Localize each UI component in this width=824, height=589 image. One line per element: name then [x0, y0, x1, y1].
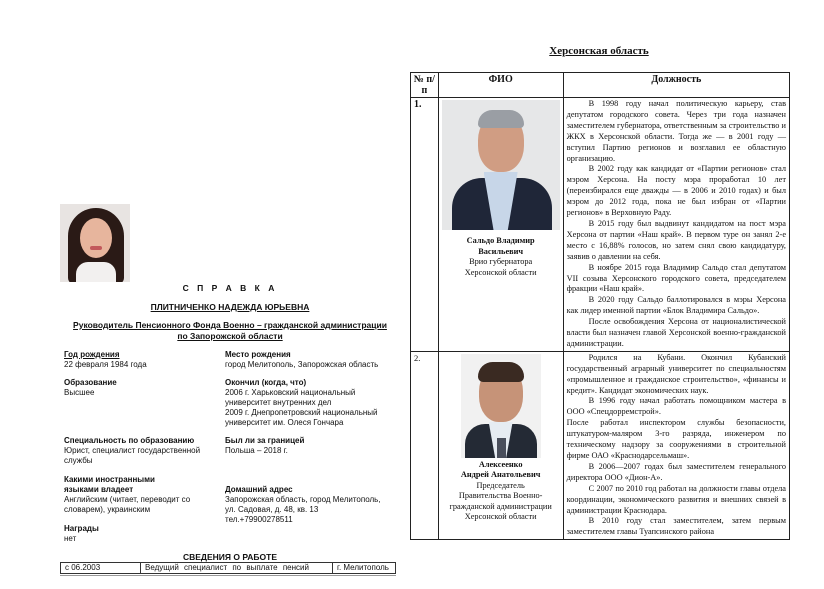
- field-label: языками владеет: [64, 485, 134, 494]
- work-position: Ведущий специалист по выплате пенсий: [141, 563, 333, 573]
- work-section-title: СВЕДЕНИЯ О РАБОТЕ: [182, 552, 277, 562]
- portrait-photo-woman: [60, 204, 130, 282]
- field-value: 2006 г. Харьковский национальный: [225, 388, 356, 397]
- awards-field: [64, 524, 99, 544]
- person-name: ПЛИТНИЧЕНКО НАДЕЖДА ЮРЬЕВНА: [150, 302, 310, 312]
- field-label: Год рождения: [64, 350, 120, 359]
- work-table-row: [60, 562, 396, 574]
- official-role: Херсонской области: [464, 267, 537, 277]
- field-value: университет внутренних дел: [225, 398, 332, 407]
- field-value: словарем), украинским: [64, 505, 151, 514]
- field-value: Польша – 2018 г.: [225, 446, 288, 455]
- official-name: Андрей Анатольевич: [460, 470, 541, 480]
- field-label: Был ли за границей: [225, 436, 305, 445]
- education-field: [64, 378, 117, 398]
- position-line: по Запорожской области: [177, 331, 283, 341]
- bio-paragraph: В 2002 году как кандидат от «Партии регионов» стал мэром Херсона. На посту мэра проработал 10 лет (переизбирался еще дважды — в 2006 и 2010 годах) и был мэром до 2012 года, пока не был избран от «Партии регионов» в Верховную Раду.: [566, 164, 786, 218]
- bio-paragraph: В ноябре 2015 года Владимир Сальдо стал депутатом VII созыва Херсонского городского совета, председателем фракции «Наш край».: [566, 262, 786, 294]
- field-value: Высшее: [64, 388, 95, 397]
- official-role: Председатель: [476, 480, 525, 490]
- header-num: № п/п: [411, 73, 439, 98]
- official-name: Сальдо Владимир: [466, 236, 535, 245]
- official-role: Херсонской области: [464, 512, 537, 522]
- birth-place-field: [225, 350, 378, 370]
- bio-paragraph: В 1996 году начал работать помощником мастера в ООО «Спецдорремстрой».: [566, 396, 786, 417]
- field-label: Какими иностранными: [64, 475, 155, 484]
- work-date: с 06.2003: [61, 563, 141, 573]
- field-value: Английским (читает, переводит со: [64, 495, 191, 504]
- bio-paragraph: В 2020 году Сальдо баллотировался в мэры Херсона как лидер именной партии «Блок Владимира Сальдо».: [566, 295, 786, 316]
- table-header-row: [411, 73, 790, 98]
- person-position: [60, 320, 400, 342]
- field-value: город Мелитополь, Запорожская область: [225, 360, 379, 369]
- official-name: Алексеенко: [478, 459, 523, 469]
- header-fio: ФИО: [438, 73, 563, 98]
- official-role: Правительства Военно-: [458, 491, 543, 501]
- officials-table: [410, 72, 790, 540]
- official-role: Врио губернатора: [469, 257, 533, 266]
- position-line: Руководитель Пенсионного Фонда Военно – гражданской администрации: [73, 320, 387, 330]
- fio-cell: [438, 351, 563, 539]
- table-row: [411, 351, 790, 539]
- bio-paragraph: В 2010 году стал заместителем, затем первым заместителем главы Туапсинского района: [566, 516, 786, 537]
- region-title: Херсонская область: [549, 45, 649, 57]
- abroad-field: [225, 436, 304, 456]
- document-title: С П Р А В К А: [182, 283, 278, 293]
- field-label: Окончил (когда, что): [225, 378, 307, 387]
- official-name: Васильевич: [478, 246, 524, 256]
- field-value: 2009 г. Днепропетровский национальный: [225, 408, 378, 417]
- field-value: Запорожская область, город Мелитополь,: [225, 495, 381, 504]
- specialty-field: [64, 436, 200, 466]
- bio-paragraph: В 2015 году был выдвинут кандидатом на пост мэра Херсона от партии «Наш край». В первом туре он занял 2-е место с 16,88% голосов, но затем снял свою кандидатуру, заявив о давлении на себя.: [566, 218, 786, 261]
- birth-year-field: [64, 350, 147, 370]
- portrait-photo-alekseenko: [461, 354, 541, 458]
- row-number: 1.: [411, 98, 439, 352]
- field-value: ул. Садовая, д. 48, кв. 13: [225, 505, 319, 514]
- row-number: 2.: [411, 351, 439, 539]
- biography-cell: [563, 98, 789, 352]
- field-value: нет: [64, 534, 77, 543]
- field-label: Образование: [64, 378, 117, 387]
- field-label: Специальность по образованию: [64, 436, 195, 445]
- address-field: [225, 485, 381, 525]
- field-label: Награды: [64, 524, 99, 533]
- field-value: тел.+79900278511: [225, 515, 293, 524]
- languages-field: [64, 475, 190, 515]
- bio-paragraph: После работал инспектором службы безопасности, штукатуром-маляром 3-го разряда, инженером по техническому надзору за сооружениями в строительной фирме ОАО «Краснодарсельмаш».: [566, 418, 786, 460]
- field-label: Домашний адрес: [225, 485, 293, 494]
- bio-paragraph: После освобождения Херсона от националистической власти был назначен главой Херсонской военно-гражданской администрации.: [566, 317, 786, 348]
- portrait-photo-saldo: [442, 100, 560, 230]
- bio-paragraph: С 2007 по 2010 год работал на должности главы отдела координации, экономического развития и внешних связей в администрации Краснодара.: [566, 483, 786, 515]
- field-value: службы: [64, 456, 93, 465]
- table-row: [411, 98, 790, 352]
- bio-paragraph: Родился на Кубани. Окончил Кубанский государственный аграрный университет по специальностям «промышленное и гражданское строительство», «финансы и кредит». Кандидат экономических наук.: [566, 352, 786, 395]
- field-value: университет им. Олеся Гончара: [225, 418, 344, 427]
- bio-paragraph: В 2006—2007 годах был заместителем генерального директора ООО «Дион-А».: [566, 461, 786, 482]
- graduated-field: [225, 378, 378, 428]
- table-divider: [60, 575, 396, 576]
- header-position: Должность: [563, 73, 789, 98]
- field-label: Место рождения: [225, 350, 291, 359]
- official-role: гражданской администрации: [449, 501, 552, 511]
- field-value: 22 февраля 1984 года: [64, 360, 147, 369]
- biography-cell: [563, 351, 789, 539]
- fio-cell: [438, 98, 563, 352]
- field-value: Юрист, специалист государственной: [64, 446, 201, 455]
- work-place: г. Мелитополь: [337, 563, 389, 572]
- bio-paragraph: В 1998 году начал политическую карьеру, став депутатом городского совета. Через три года назначен заместителем губернатора, ответственным за строительство и ЖКХ в Херсонской области. Тогда же — в 2001 году —вступил Партию регионов и возглавил ее областную организацию.: [566, 99, 786, 163]
